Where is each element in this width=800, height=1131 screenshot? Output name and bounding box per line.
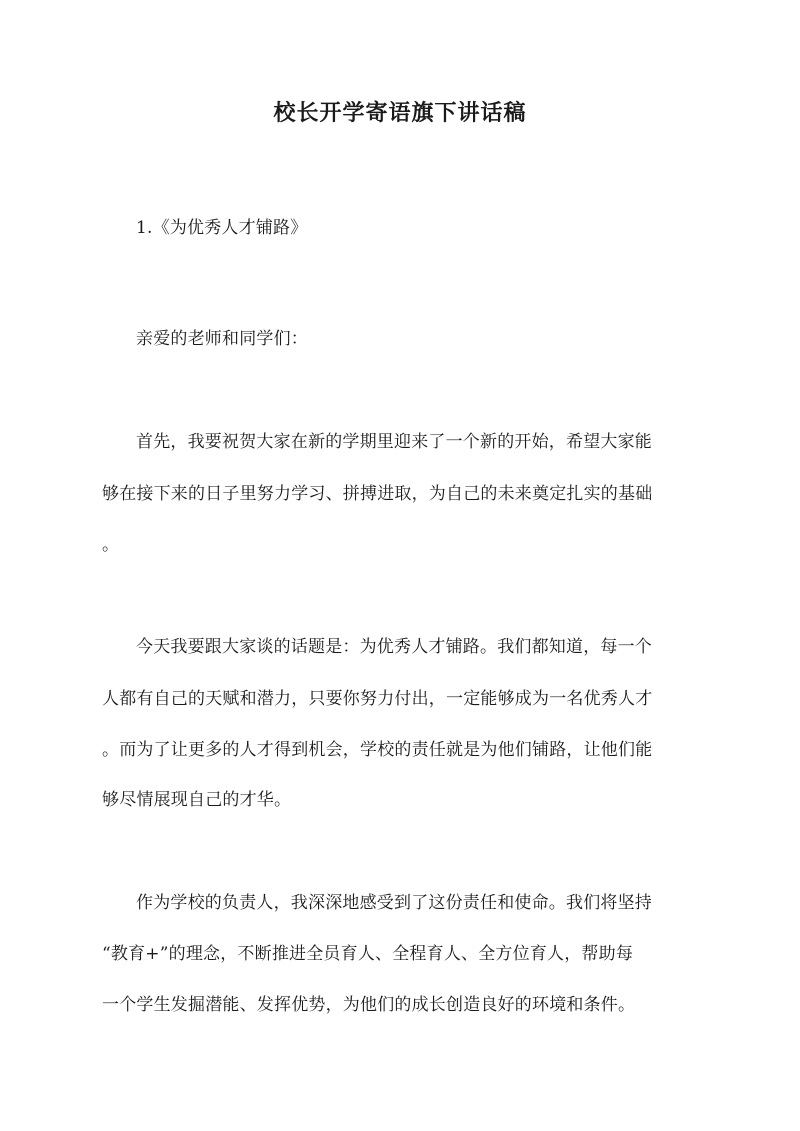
paragraph-line: 人都有自己的天赋和潜力，只要你努力付出，一定能够成为一名优秀人才 [102,689,653,709]
paragraph-line: 首先，我要祝贺大家在新的学期里迎来了一个新的开始，希望大家能 [136,432,652,452]
salutation: 亲爱的老师和同学们： [136,329,308,349]
paragraph-line: 一个学生发掘潜能、发挥优势，为他们的成长创造良好的环境和条件。 [102,995,636,1015]
document-title: 校长开学寄语旗下讲话稿 [273,100,527,126]
paragraph-line: 够尽情展现自己的才华。 [102,790,292,810]
section-heading: 1.《为优秀人才铺路》 [136,218,308,238]
paragraph-line: 够在接下来的日子里努力学习、拼搏进取，为自己的未来奠定扎实的基础 [102,484,653,504]
paragraph-line: 作为学校的负责人，我深深地感受到了这份责任和使命。我们将坚持 [136,893,652,913]
paragraph-line: 。 [102,535,120,555]
paragraph-line: 。而为了让更多的人才得到机会，学校的责任就是为他们铺路，让他们能 [102,740,653,760]
paragraph-line: “教育+”的理念，不断推进全员育人、全程育人、全方位育人，帮助每 [102,944,634,964]
paragraph-line: 今天我要跟大家谈的话题是：为优秀人才铺路。我们都知道，每一个 [136,637,652,657]
